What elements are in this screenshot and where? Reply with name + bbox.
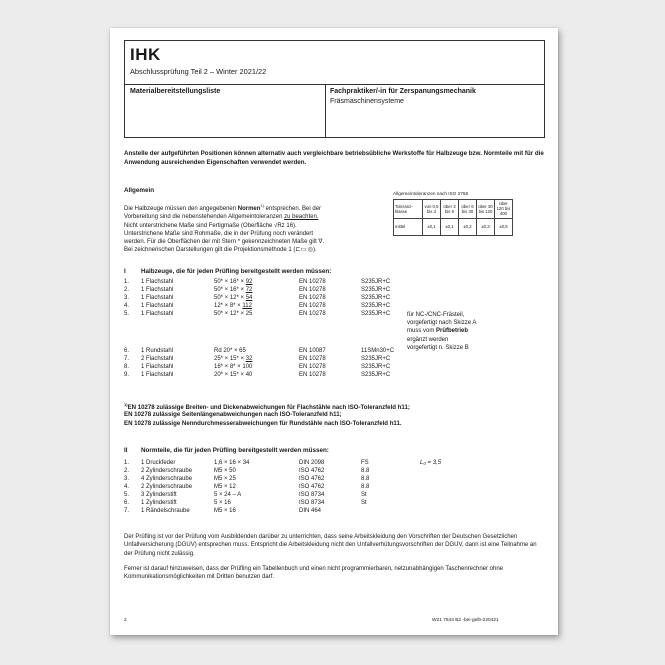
normteil-norm: ISO 4762 <box>299 476 325 482</box>
halbzeug-dim: 50* × 16* × 72 <box>214 287 253 293</box>
halbzeug-raw-dim: 32 <box>245 356 253 362</box>
normteil-norm: ISO 8734 <box>299 500 325 506</box>
header-box <box>124 40 545 138</box>
halbzeug-mat: S235JR+C <box>361 295 391 301</box>
spring-length-note: L₀ = 3,5 <box>420 460 442 466</box>
halbzeug-dim: 16* × 8* × 100 <box>214 364 253 370</box>
profession-title: Fachpraktiker/-in für Zerspanungsmechanik <box>330 88 476 95</box>
normteil-norm: DIN 2098 <box>299 460 325 466</box>
halbzeug-dim: 50* × 16* × 92 <box>214 279 253 285</box>
normteil-qty: 2 Zylinderschraube <box>141 484 193 490</box>
normteil-norm: ISO 4762 <box>299 468 325 474</box>
document-code: W21 7543 B2 -bei-gelb-220421 <box>432 618 499 623</box>
normteil-mat: 8.8 <box>361 476 370 482</box>
halbzeug-raw-dim: 54 <box>245 295 253 301</box>
normteil-dim: 5 × 24 – A <box>214 492 242 498</box>
halbzeug-qty: 1 Flachstahl <box>141 372 174 378</box>
halbzeug-no: 7. <box>124 356 130 362</box>
halbzeug-qty: 1 Flachstahl <box>141 364 174 370</box>
halbzeug-norm: EN 10278 <box>299 303 326 309</box>
ihk-logo: IHK <box>130 45 161 64</box>
halbzeug-dim: 25* × 15* × 32 <box>214 356 253 362</box>
normteil-qty: 3 Zylinderstift <box>141 492 177 498</box>
normteil-mat: St <box>361 492 367 498</box>
normteil-norm: ISO 8734 <box>299 492 325 498</box>
halbzeug-qty: 2 Flachstahl <box>141 356 174 362</box>
normteil-dim: M5 × 50 <box>214 468 236 474</box>
halbzeug-no: 4. <box>124 303 130 309</box>
halbzeug-dim: 20* × 15* × 40 <box>214 372 253 378</box>
normteil-no: 6. <box>124 500 130 506</box>
halbzeug-mat: S235JR+C <box>361 287 391 293</box>
normteil-mat: 8.8 <box>361 484 370 490</box>
normteil-dim: 5 × 16 <box>214 500 231 506</box>
halbzeug-norm: EN 10278 <box>299 279 326 285</box>
halbzeug-no: 5. <box>124 311 130 317</box>
halbzeug-dim: 50* × 12* × 25 <box>214 311 253 317</box>
halbzeug-norm: EN 10278 <box>299 372 326 378</box>
normteil-qty: 1 Druckfeder <box>141 460 176 466</box>
halbzeug-mat: S235JR+C <box>361 372 391 378</box>
halbzeug-mat: 11SMn30+C <box>361 348 395 354</box>
specialty-title: Fräsmaschinensysteme <box>330 98 404 105</box>
tolerance-caption: Allgemeintoleranzen nach ISO 2768 <box>393 191 469 196</box>
halbzeug-no: 1. <box>124 279 130 285</box>
header-divider <box>125 84 544 85</box>
halbzeug-norm: EN 10278 <box>299 356 326 362</box>
halbzeug-no: 2. <box>124 287 130 293</box>
halbzeug-norm: EN 10278 <box>299 287 326 293</box>
normteil-dim: 1,6 × 16 × 34 <box>214 460 250 466</box>
page-number: 2 <box>124 618 127 623</box>
normteil-no: 2. <box>124 468 130 474</box>
halbzeug-qty: 1 Flachstahl <box>141 311 174 317</box>
halbzeug-qty: 1 Flachstahl <box>141 287 174 293</box>
halbzeug-raw-dim: 112 <box>242 303 252 309</box>
normteil-no: 7. <box>124 508 130 514</box>
normteil-mat: 8.8 <box>361 468 370 474</box>
halbzeug-mat: S235JR+C <box>361 356 391 362</box>
halbzeug-norm: EN 10087 <box>299 348 326 354</box>
section-1-title: Halbzeuge, die für jeden Prüfling bereitgestellt werden müssen: <box>141 268 332 275</box>
normteil-dim: M5 × 25 <box>214 476 236 482</box>
halbzeug-norm: EN 10278 <box>299 295 326 301</box>
normteil-qty: 2 Zylinderschraube <box>141 468 193 474</box>
exam-title: Abschlussprüfung Teil 2 – Winter 2021/22 <box>130 67 267 76</box>
halbzeug-mat: S235JR+C <box>361 303 391 309</box>
closing-paragraph-2: Ferner ist darauf hinzuweisen, dass der Prüfling ein Tabellenbuch und einen nicht programmierbaren, netzunabhängigen Taschenrechner ohne Kommunikationsmöglichkeiten mit Dritten benutzen darf. <box>124 566 504 581</box>
normteil-no: 3. <box>124 476 130 482</box>
normteil-norm: ISO 4762 <box>299 484 325 490</box>
halbzeug-mat: S235JR+C <box>361 311 391 317</box>
normteil-norm: DIN 464 <box>299 508 322 514</box>
halbzeug-mat: S235JR+C <box>361 279 391 285</box>
general-heading: Allgemein <box>124 187 155 194</box>
halbzeug-no: 8. <box>124 364 130 370</box>
normteil-no: 1. <box>124 460 130 466</box>
halbzeug-norm: EN 10278 <box>299 311 326 317</box>
halbzeug-dim: 12* × 8* × 112 <box>214 303 252 309</box>
normteil-mat: St <box>361 500 367 506</box>
normteil-qty: 1 Rändelschraube <box>141 508 190 514</box>
section-2-title: Normteile, die für jeden Prüfling bereitgestellt werden müssen: <box>141 447 329 454</box>
normteil-qty: 4 Zylinderschraube <box>141 476 193 482</box>
halbzeug-no: 6. <box>124 348 130 354</box>
halbzeug-raw-dim: 72 <box>245 287 253 293</box>
normteil-no: 4. <box>124 484 130 490</box>
section-2-number: II <box>124 447 128 454</box>
cnc-note: für NC-/CNC-Frästeil, vorgefertigt nach Skizze A muss vom Prüfbetrieb ergänzt werden vorgefertigt n. Skizze B <box>407 312 477 351</box>
halbzeug-dim: 50* × 12* × 54 <box>214 295 253 301</box>
halbzeug-mat: S235JR+C <box>361 364 391 370</box>
halbzeug-no: 9. <box>124 372 130 378</box>
list-title: Materialbereitstellungsliste <box>130 88 221 95</box>
halbzeug-qty: 1 Flachstahl <box>141 279 174 285</box>
halbzeug-qty: 1 Flachstahl <box>141 295 174 301</box>
halbzeug-dim: Rd 20* × 65 <box>214 348 246 354</box>
section-1-number: I <box>124 268 126 275</box>
halbzeug-norm: EN 10278 <box>299 364 326 370</box>
header-column-divider <box>325 84 326 137</box>
halbzeug-qty: 1 Flachstahl <box>141 303 174 309</box>
footnote-3: EN 10278 zulässige Nenndurchmesserabweichungen für Rundstähle nach ISO-Toleranzfeld h11. <box>124 420 402 427</box>
intro-text: Anstelle der aufgeführten Positionen können alternativ auch vergleichbare betriebsübliche Werkstoffe für Halbzeuge bzw. Normteile mit für die Anwendung ausreichenden Eigenschaften verwendet werden. <box>124 150 544 166</box>
normteil-qty: 1 Zylinderstift <box>141 500 177 506</box>
footnote-1: $^{1)}$EN 10278 zulässige Breiten- und Dickenabweichungen für Flachstähle nach ISO-Toleranzfeld h11; <box>124 402 410 412</box>
footnote-2: EN 10278 zulässige Seitenlängenabweichungen nach ISO-Toleranzfeld h11; <box>124 411 342 418</box>
normteil-mat: FS <box>361 460 369 466</box>
document-page <box>110 28 558 635</box>
halbzeug-qty: 1 Rundstahl <box>141 348 174 354</box>
normteil-dim: M5 × 16 <box>214 508 236 514</box>
general-paragraph: Die Halbzeuge müssen den angegebenen Normen$^{1)}$ entsprechen. Bei der Vorbereitung sind die nebenstehenden Allgemeintoleranzen zu beachten. Nicht unterstrichene Maße sind Fertigmaße (Oberfläche √Rz 16). Unterstrichene Maße sind Rohmaße, die in der Prüfung noch verändert werden. Für die Oberflächen der mit Stern * gekennzeichneten Maße gilt ∇. Bei zeichnerischen Darstellungen gilt die Projektionsmethode 1 (⊏▭ ◎). <box>124 203 325 254</box>
tolerance-table: Allgemeintoleranzen nach ISO 2768 Toleranz-klasse von 0,5 bis 3 über 3 bis 6 über 6 bis 30 über 30 bis 120 über 120 bis 400 mittel ±0,1 ±0,1 ±0,2 ±0,3 ±0,5 <box>393 191 513 236</box>
halbzeug-no: 3. <box>124 295 130 301</box>
normteil-no: 5. <box>124 492 130 498</box>
normteil-dim: M5 × 12 <box>214 484 236 490</box>
closing-paragraph-1: Der Prüfling ist vor der Prüfung vom Ausbildenden darüber zu unterrichten, dass seine Arbeitskleidung den Vorschriften der Deutschen Gesetzlichen Unfallversicherung (DGUV) entsprechen muss. Entspricht die Arbeitskleidung nicht den Unfallverhütungsvorschriften der DGUV, dann ist eine Teilnahme an der Prüfung nicht zulässig. <box>124 534 537 557</box>
halbzeug-raw-dim: 92 <box>245 279 253 285</box>
